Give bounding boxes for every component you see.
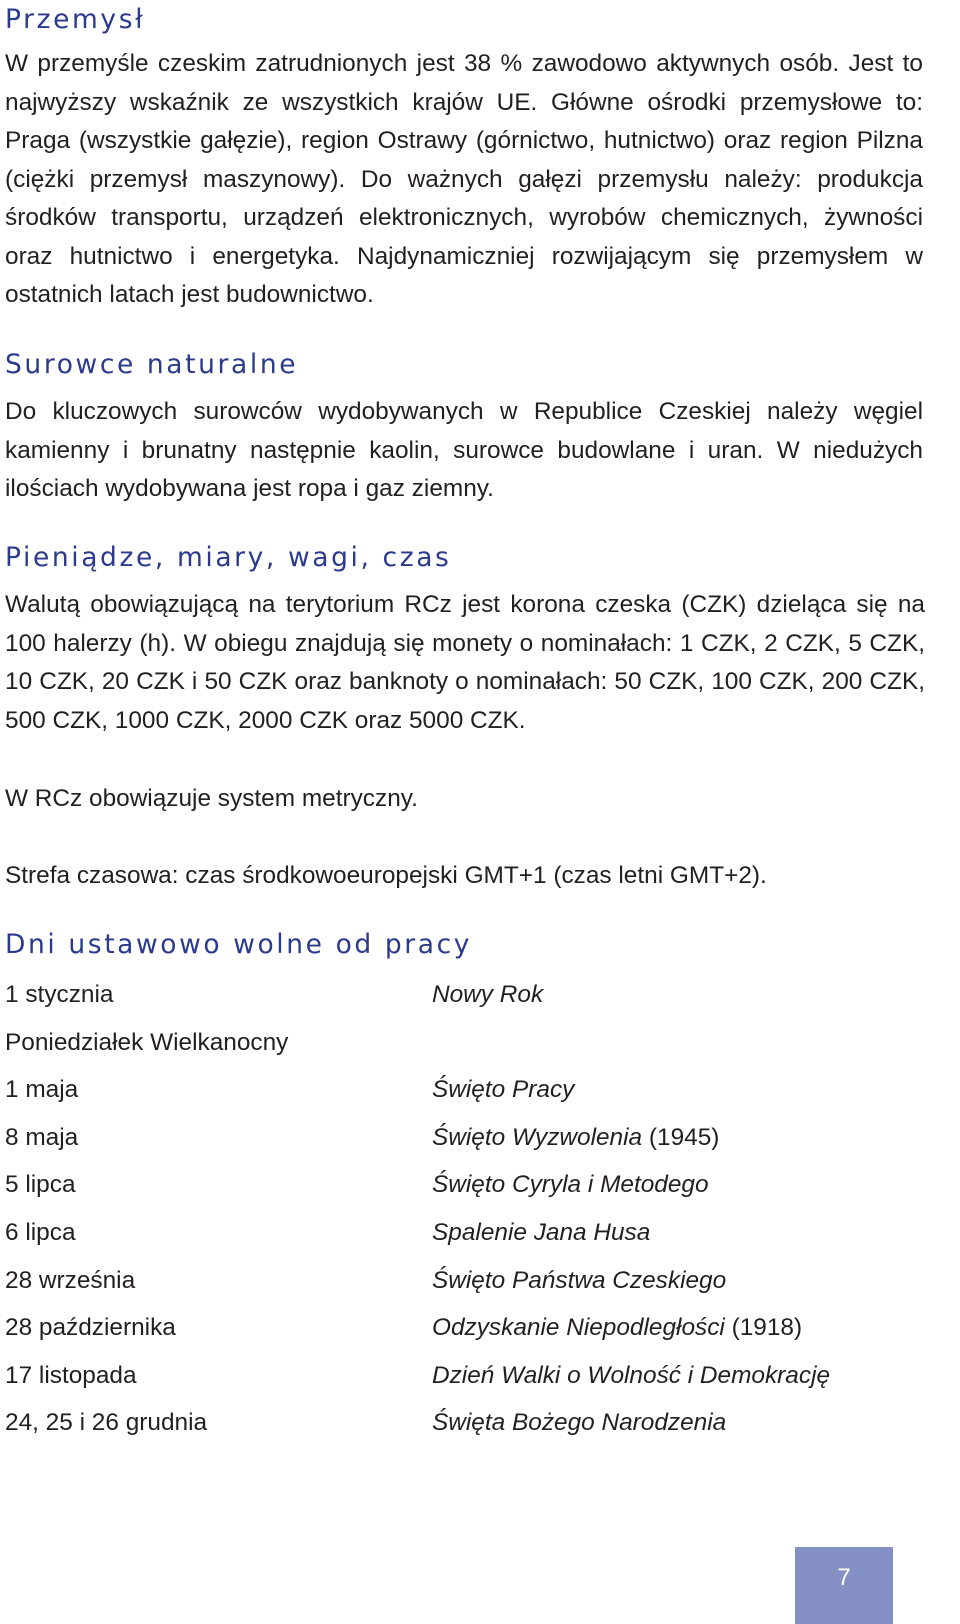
holiday-name: Spalenie Jana Husa [432,1218,651,1246]
holiday-row [5,1024,925,1072]
holiday-name: Dzień Walki o Wolność i Demokrację [432,1361,831,1389]
holiday-date: 1 stycznia [5,981,114,1008]
holiday-name: Święto Wyzwolenia (1945) [432,1123,720,1151]
paragraph-system-metryczny: W RCz obowiązuje system metryczny. [5,785,418,812]
holiday-date: Poniedziałek Wielkanocny [5,1028,289,1056]
holiday-list [5,976,925,1452]
holiday-name: Święto Cyryla i Metodego [432,1171,709,1199]
holiday-date: 28 września [5,1266,136,1294]
paragraph-strefa-czasowa: Strefa czasowa: czas środkowoeuropejski GMT+1 (czas letni GMT+2). [5,862,767,889]
holiday-name: Odzyskanie Niepodległości (1918) [432,1314,803,1342]
holiday-name: Święto Państwa Czeskiego [432,1266,727,1294]
holiday-date: 5 lipca [5,1171,76,1199]
holiday-name: Nowy Rok [432,981,544,1008]
holiday-row [5,1309,925,1357]
section-heading-dni-wolne: Dni ustawowo wolne od pracy [5,929,473,960]
paragraph-surowce: Do kluczowych surowców wydobywanych w Republice Czeskiej należy węgiel kamienny i brunatny następnie kaolin, surowce budowlane i uran. W niedużych ilościach wydobywana jest ropa i gaz ziemny. [5,398,923,502]
holiday-row [5,1119,925,1167]
holiday-row [5,1166,925,1214]
holiday-name: Święta Bożego Narodzenia [432,1409,727,1437]
page-number: 7 [837,1564,851,1591]
holiday-row [5,1357,925,1405]
holiday-row [5,976,925,1024]
section-heading-surowce: Surowce naturalne [5,349,299,380]
holiday-name: Święto Pracy [432,1076,575,1104]
section-heading-pieniadze: Pieniądze, miary, wagi, czas [5,542,452,573]
holiday-date: 6 lipca [5,1218,76,1246]
paragraph-waluta: Walutą obowiązującą na terytorium RCz jest korona czeska (CZK) dzieląca się na 100 halerzy (h). W obiegu znajdują się monety o nominałach: 1 CZK, 2 CZK, 5 CZK, 10 CZK, 20 CZK i 50 CZK oraz banknoty o nominałach: 50 CZK, 100 CZK, 200 CZK, 500 CZK, 1000 CZK, 2000 CZK oraz 5000 CZK. [5,591,925,734]
holiday-date: 8 maja [5,1123,79,1151]
section-heading-przemysl: Przemysł [5,4,146,35]
holiday-date: 28 października [5,1314,176,1342]
holiday-row [5,1262,925,1310]
holiday-date: 1 maja [5,1076,79,1104]
page-number-badge [795,1547,893,1624]
holiday-date: 17 listopada [5,1361,137,1389]
paragraph-przemysl: W przemyśle czeskim zatrudnionych jest 38 % zawodowo aktywnych osób. Jest to najwyższy wskaźnik ze wszystkich krajów UE. Główne ośrodki przemysłowe to: Praga (wszystkie gałęzie), region Ostrawy (górnictwo, hutnictwo) oraz region Pilzna (ciężki przemysł maszynowy). Do ważnych gałęzi przemysłu należy: produkcja środków transportu, urządzeń elektronicznych, wyrobów chemicznych, żywności oraz hutnictwo i energetyka. Najdynamiczniej rozwijającym się przemysłem w ostatnich latach jest budownictwo. [5,50,923,308]
holiday-row [5,1404,925,1452]
holiday-row [5,1071,925,1119]
holiday-row [5,1214,925,1262]
holiday-date: 24, 25 i 26 grudnia [5,1409,208,1437]
